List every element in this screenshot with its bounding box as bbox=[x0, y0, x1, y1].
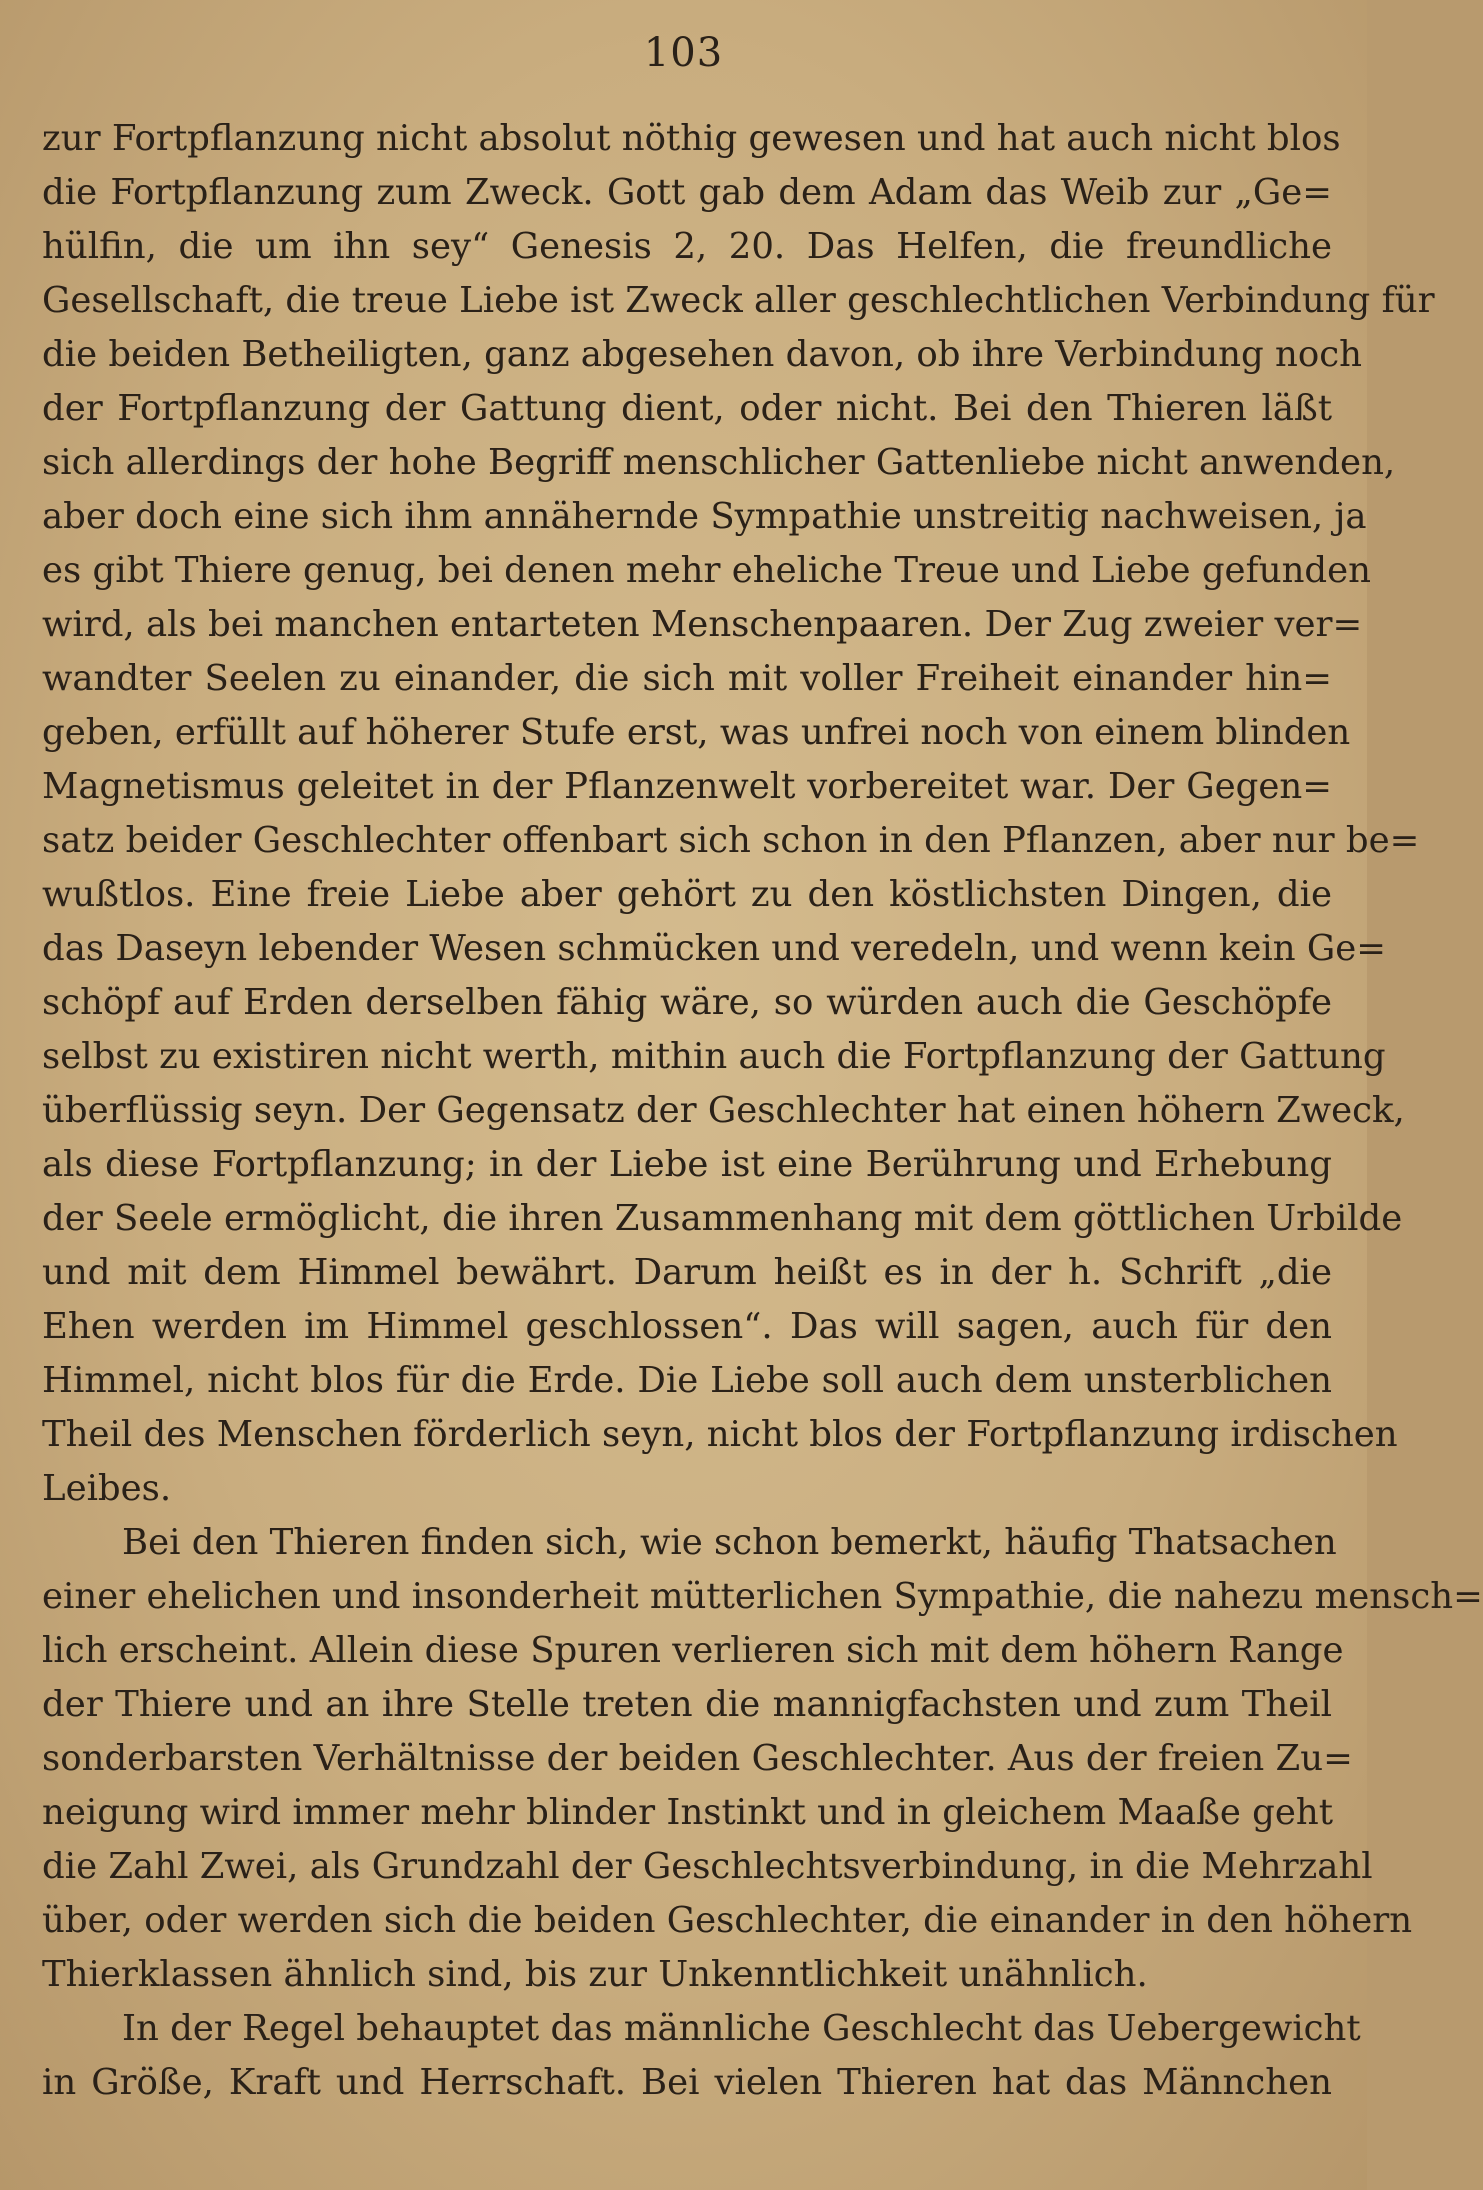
text-line: in Größe, Kraft und Herrschaft. Bei vielen Thieren hat das Männchen bbox=[42, 2062, 1332, 2103]
text-line: die Zahl Zwei, als Grundzahl der Geschlechtsverbindung, in die Mehrzahl bbox=[42, 1846, 1373, 1887]
text-line: Ehen werden im Himmel geschlossen“. Das will sagen, auch für den bbox=[42, 1306, 1332, 1347]
text-line: überflüssig seyn. Der Gegensatz der Geschlechter hat einen höhern Zweck, bbox=[42, 1090, 1405, 1131]
text-line: Bei den Thieren finden sich, wie schon bemerkt, häufig Thatsachen bbox=[122, 1522, 1337, 1563]
page-number: 103 bbox=[643, 30, 724, 76]
paragraph bbox=[42, 1516, 1483, 2002]
text-line: hülfin, die um ihn sey“ Genesis 2, 20. Das Helfen, die freundliche bbox=[42, 226, 1332, 267]
text-line: als diese Fortpflanzung; in der Liebe ist eine Berührung und Erhebung bbox=[42, 1144, 1332, 1185]
text-line: die beiden Betheiligten, ganz abgesehen davon, ob ihre Verbindung noch bbox=[42, 334, 1363, 375]
text-line: wußtlos. Eine freie Liebe aber gehört zu den köstlichsten Dingen, die bbox=[42, 874, 1332, 915]
text-line: das Daseyn lebender Wesen schmücken und veredeln, und wenn kein Ge= bbox=[42, 928, 1386, 969]
text-line: der Thiere und an ihre Stelle treten die mannigfachsten und zum Theil bbox=[42, 1684, 1332, 1725]
text-line: die Fortpflanzung zum Zweck. Gott gab dem Adam das Weib zur „Ge= bbox=[42, 172, 1332, 213]
text-line: über, oder werden sich die beiden Geschlechter, die einander in den höhern bbox=[42, 1900, 1413, 1941]
paragraph bbox=[42, 2002, 1361, 2110]
text-line: einer ehelichen und insonderheit mütterlichen Sympathie, die nahezu mensch= bbox=[42, 1576, 1483, 1617]
text-line: Magnetismus geleitet in der Pflanzenwelt vorbereitet war. Der Gegen= bbox=[42, 766, 1332, 807]
text-line: selbst zu existiren nicht werth, mithin auch die Fortpflanzung der Gattung bbox=[42, 1036, 1386, 1077]
text-line: Theil des Menschen förderlich seyn, nicht blos der Fortpflanzung irdischen bbox=[42, 1414, 1398, 1455]
text-line: geben, erfüllt auf höherer Stufe erst, was unfrei noch von einem blinden bbox=[42, 712, 1351, 753]
text-line: neigung wird immer mehr blinder Instinkt und in gleichem Maaße geht bbox=[42, 1792, 1334, 1833]
text-line: schöpf auf Erden derselben fähig wäre, so würden auch die Geschöpfe bbox=[42, 982, 1332, 1023]
text-line: Leibes. bbox=[42, 1468, 172, 1509]
text-line: der Seele ermöglicht, die ihren Zusammenhang mit dem göttlichen Urbilde bbox=[42, 1198, 1403, 1239]
text-line: Thierklassen ähnlich sind, bis zur Unkenntlichkeit unähnlich. bbox=[42, 1954, 1148, 1995]
text-line: wird, als bei manchen entarteten Menschenpaaren. Der Zug zweier ver= bbox=[42, 604, 1363, 645]
text-line: zur Fortpflanzung nicht absolut nöthig gewesen und hat auch nicht blos bbox=[42, 118, 1341, 159]
text-line: aber doch eine sich ihm annähernde Sympathie unstreitig nachweisen, ja bbox=[42, 496, 1367, 537]
text-line: satz beider Geschlechter offenbart sich schon in den Pflanzen, aber nur be= bbox=[42, 820, 1420, 861]
text-line: lich erscheint. Allein diese Spuren verlieren sich mit dem höhern Range bbox=[42, 1630, 1344, 1671]
text-line: sich allerdings der hohe Begriff menschlicher Gattenliebe nicht anwenden, bbox=[42, 442, 1396, 483]
text-line: Himmel, nicht blos für die Erde. Die Liebe soll auch dem unsterblichen bbox=[42, 1360, 1332, 1401]
text-line: In der Regel behauptet das männliche Geschlecht das Uebergewicht bbox=[122, 2008, 1361, 2049]
body-text bbox=[42, 112, 1483, 2110]
text-line: wandter Seelen zu einander, die sich mit voller Freiheit einander hin= bbox=[42, 658, 1332, 699]
text-line: der Fortpflanzung der Gattung dient, oder nicht. Bei den Thieren läßt bbox=[42, 388, 1332, 429]
text-line: sonderbarsten Verhältnisse der beiden Geschlechter. Aus der freien Zu= bbox=[42, 1738, 1353, 1779]
text-line: es gibt Thiere genug, bei denen mehr eheliche Treue und Liebe gefunden bbox=[42, 550, 1372, 591]
paragraph bbox=[42, 112, 1435, 1516]
text-line: und mit dem Himmel bewährt. Darum heißt es in der h. Schrift „die bbox=[42, 1252, 1332, 1293]
text-line: Gesellschaft, die treue Liebe ist Zweck aller geschlechtlichen Verbindung für bbox=[42, 280, 1435, 321]
